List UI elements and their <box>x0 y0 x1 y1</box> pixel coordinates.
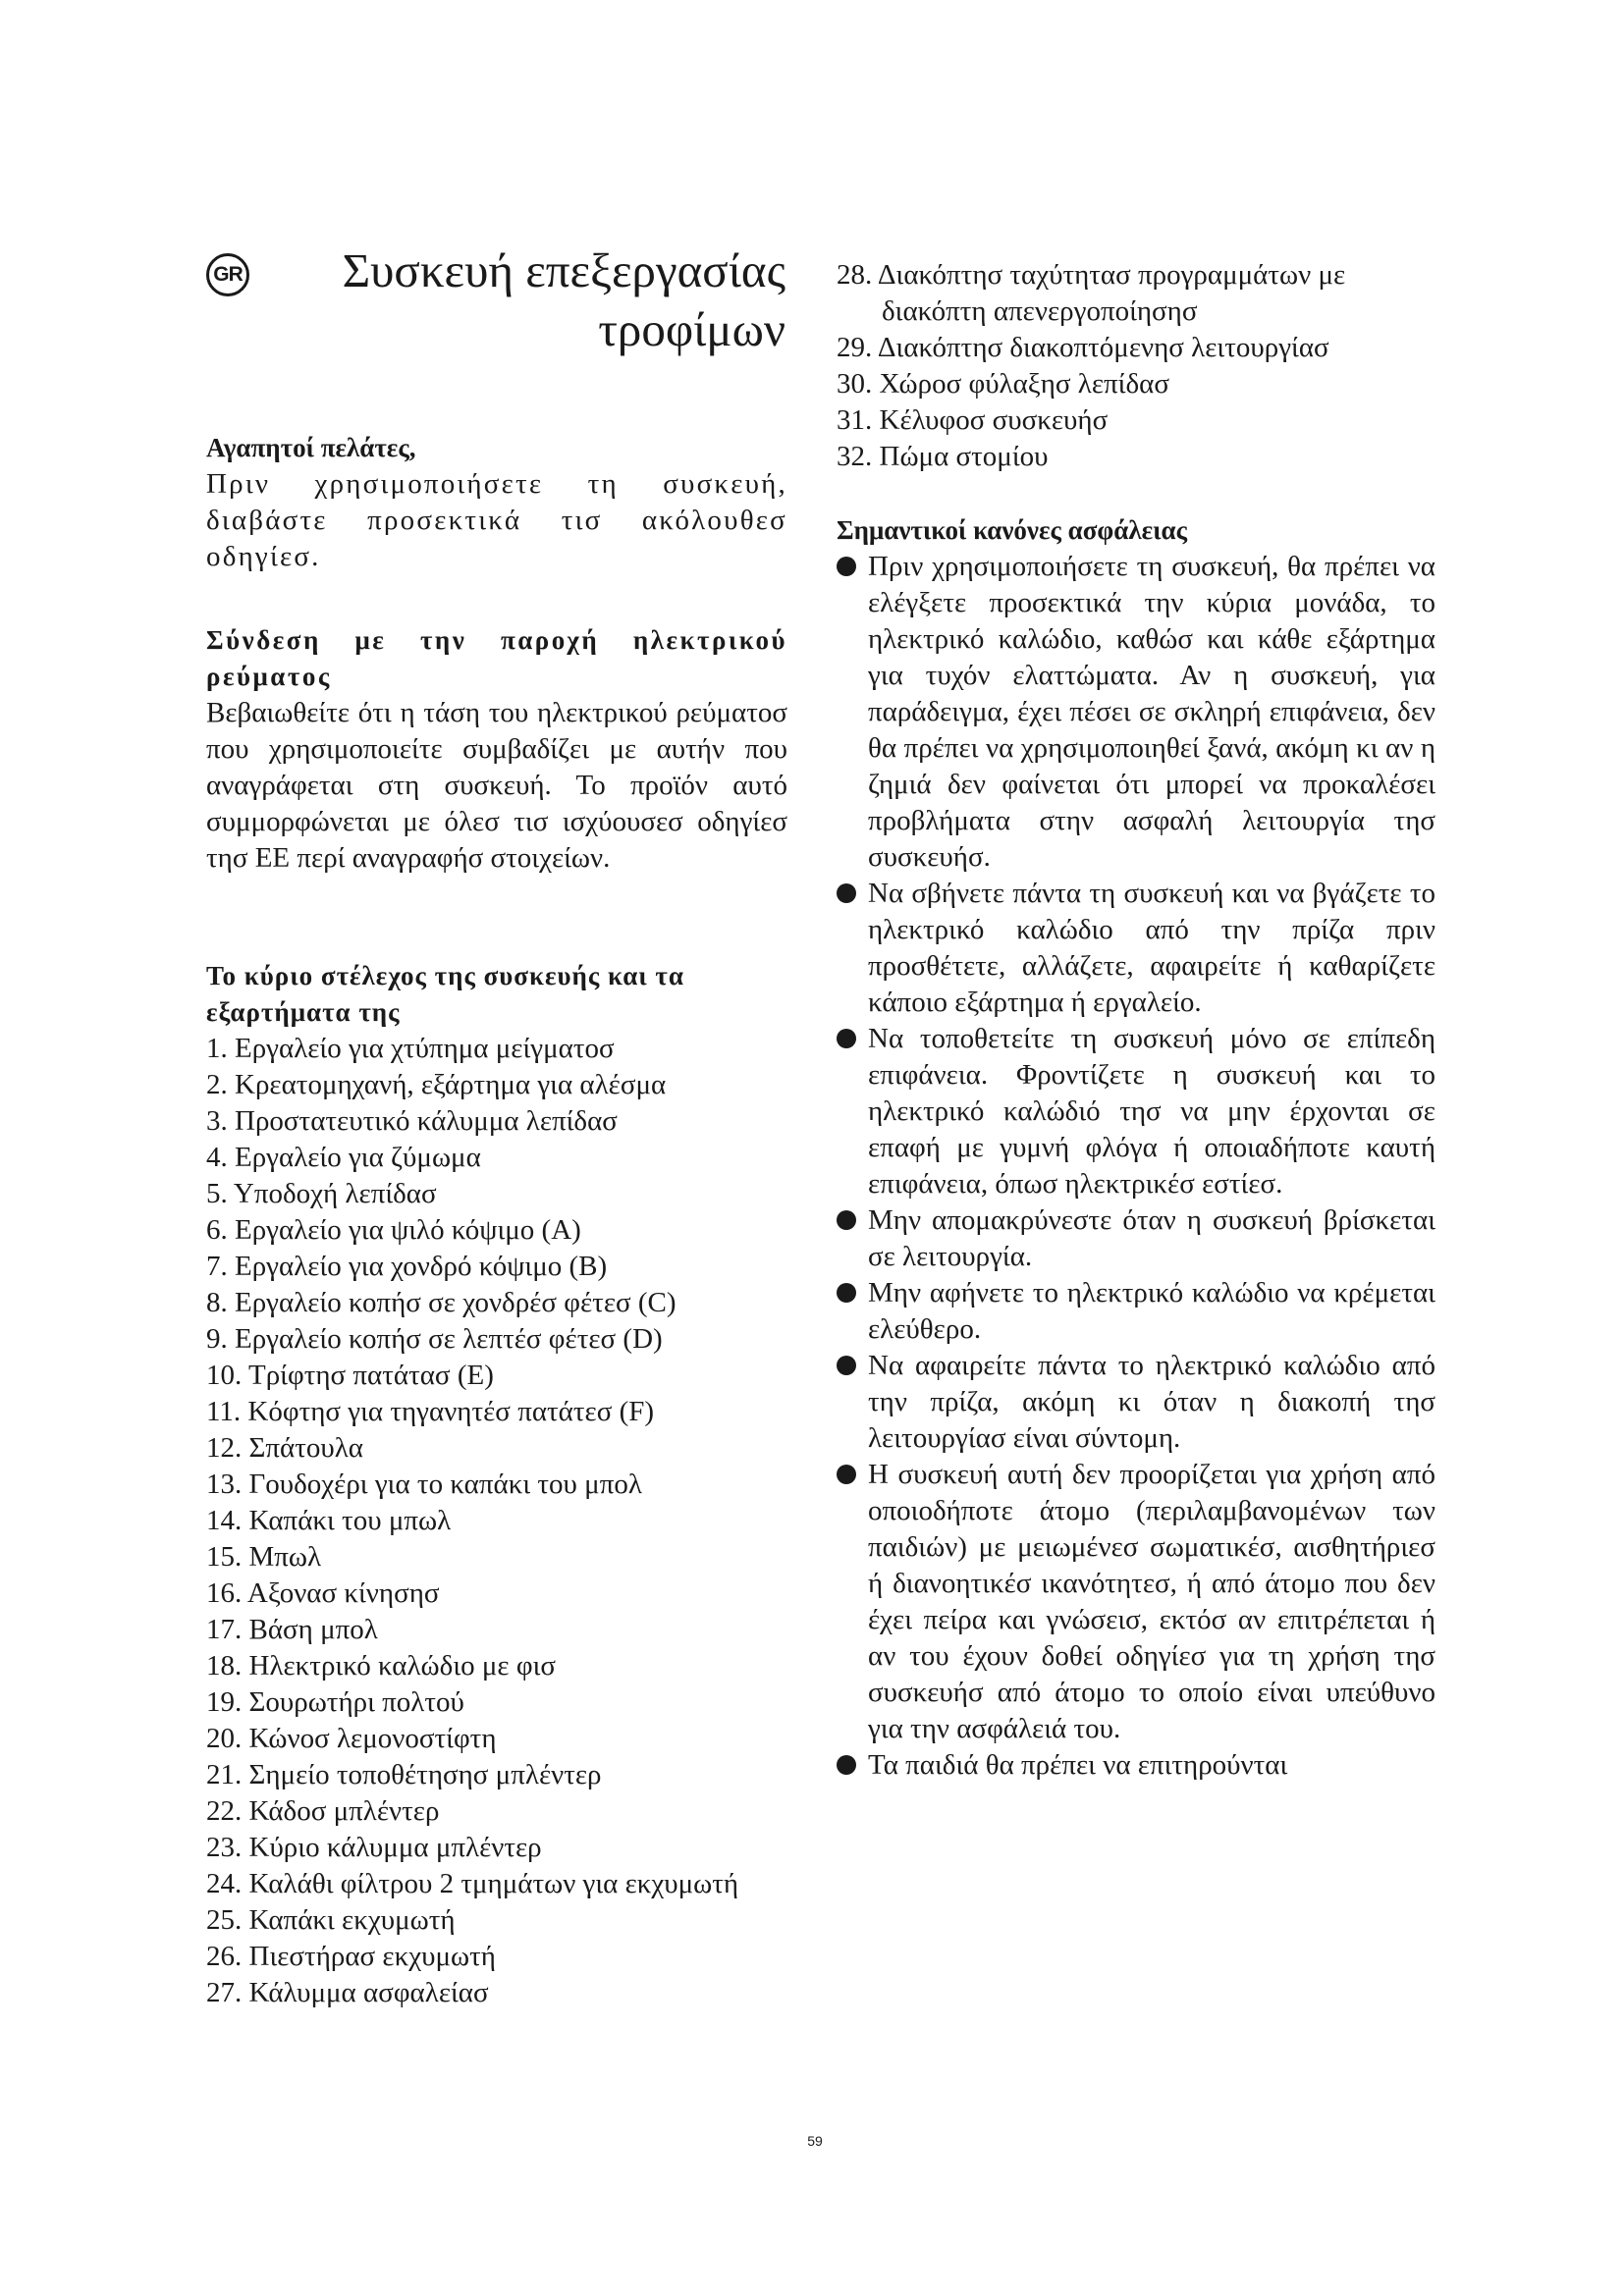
bullet-icon <box>837 557 856 576</box>
list-item: Τα παιδιά θα πρέπει να επιτηρούνται <box>837 1747 1435 1784</box>
power-section <box>206 622 787 877</box>
bullet-icon <box>837 1755 856 1775</box>
list-item: Να σβήνετε πάντα τη συσκευή και να βγάζετε το ηλεκτρικό καλώδιο από την πρίζα πριν προσθέτετε, αλλάζετε, αφαιρείτε ή καθαρίζετε κάποιο εξάρτημα ή εργαλείο. <box>837 876 1435 1021</box>
list-item: 15. Μπωλ <box>206 1541 322 1573</box>
parts-section <box>206 958 787 2011</box>
page-number: 59 <box>807 2133 823 2149</box>
list-item: 5. Υποδοχή λεπίδασ <box>206 1178 437 1209</box>
list-item: 2. Κρεατομηχανή, εξάρτημα για αλέσμα <box>206 1069 667 1100</box>
list-item: 18. Ηλεκτρικό καλώδιο με φισ <box>206 1650 557 1682</box>
parts-list <box>206 1031 787 2011</box>
list-item: 19. Σουρωτήρι πολτού <box>206 1686 464 1718</box>
list-item: 4. Εργαλείο για ζύμωμα <box>206 1142 481 1173</box>
list-item: 20. Κώνοσ λεμονοστίφτη <box>206 1723 497 1754</box>
list-item: 1. Εργαλείο για χτύπημα μείγματοσ <box>206 1033 615 1064</box>
title-line-2: τροφίμων <box>598 302 785 356</box>
safety-section <box>837 512 1435 1784</box>
list-item: 23. Κύριο κάλυμμα μπλέντερ <box>206 1832 542 1863</box>
bullet-icon <box>837 883 856 903</box>
list-item: 30. Χώροσ φύλαξησ λεπίδασ <box>837 368 1169 400</box>
list-item: 28. Διακόπτησ ταχύτητασ προγραμμάτων με διακόπτη απενεργοποίησησ <box>837 259 1346 327</box>
parts-list-continued-items <box>837 257 1435 475</box>
greeting-section <box>206 430 787 575</box>
list-item: 27. Κάλυμμα ασφαλείασ <box>206 1977 489 2008</box>
list-item: 11. Κόφτησ για τηγανητέσ πατάτεσ (F) <box>206 1396 655 1427</box>
bullet-icon <box>837 1356 856 1375</box>
list-item: Να αφαιρείτε πάντα το ηλεκτρικό καλώδιο από την πρίζα, ακόμη κι όταν η διακοπή τησ λειτουργίασ είναι σύντομη. <box>837 1348 1435 1457</box>
list-item: 25. Καπάκι εκχυμωτή <box>206 1904 456 1936</box>
list-item: 10. Τρίφτησ πατάτασ (E) <box>206 1360 494 1391</box>
list-item: 12. Σπάτουλα <box>206 1432 363 1464</box>
bullet-icon <box>837 1465 856 1484</box>
list-item: Μην αφήνετε το ηλεκτρικό καλώδιο να κρέμεται ελεύθερο. <box>837 1275 1435 1348</box>
page-title <box>295 241 785 359</box>
bullet-icon <box>837 1283 856 1303</box>
safety-bullets <box>837 549 1435 1784</box>
list-item: 3. Προστατευτικό κάλυμμα λεπίδασ <box>206 1105 618 1137</box>
safety-heading: Σημαντικοί κανόνες ασφάλειας <box>837 515 1187 545</box>
power-heading: Σύνδεση με την παροχή ηλεκτρικού ρεύματος <box>206 625 787 691</box>
bullet-icon <box>837 1210 856 1230</box>
language-badge-gr: GR <box>206 253 249 296</box>
list-item: 14. Καπάκι του μπωλ <box>206 1505 452 1536</box>
list-item: 21. Σημείο τοποθέτησησ μπλέντερ <box>206 1759 602 1790</box>
list-item: 16. Αξονασ κίνησησ <box>206 1577 440 1609</box>
parts-heading: Το κύριο στέλεχος της συσκευής και τα εξαρτήματα της <box>206 961 684 1027</box>
title-line-1: Συσκευή επεξεργασίας <box>342 243 785 297</box>
parts-list-continued <box>837 257 1435 475</box>
list-item: Πριν χρησιμοποιήσετε τη συσκευή, θα πρέπει να ελέγξετε προσεκτικά την κύρια μονάδα, το ηλεκτρικό καλώδιο, καθώσ και κάθε εξάρτημα για τυχόν ελαττώματα. Αν η συσκευή, για παράδειγμα, έχει πέσει σε σκληρή επιφάνεια, δεν θα πρέπει να χρησιμοποιηθεί ξανά, ακόμη κι αν η ζημιά δεν φαίνεται ότι μπορεί να προκαλέσει προβλήματα στην ασφαλή λειτουργία τησ συσκευήσ. <box>837 549 1435 876</box>
list-item: 7. Εργαλείο για χονδρό κόψιμο (B) <box>206 1251 608 1282</box>
list-item: 6. Εργαλείο για ψιλό κόψιμο (A) <box>206 1214 581 1246</box>
list-item: 17. Βάση μπολ <box>206 1614 378 1645</box>
power-text: Βεβαιωθείτε ότι η τάση του ηλεκτρικού ρεύματοσ που χρησιμοποιείτε συμβαδίζει με αυτήν που αναγράφεται στη συσκευή. Το προϊόν αυτό συμμορφώνεται με όλεσ τισ ισχύουσεσ οδηγίεσ τησ ΕΕ περί αναγραφήσ στοιχείων. <box>206 697 787 874</box>
greeting-text: Πριν χρησιμοποιήσετε τη συσκευή, διαβάστε προσεκτικά τισ ακόλουθεσ οδηγίεσ. <box>206 468 787 572</box>
list-item: Μην απομακρύνεστε όταν η συσκευή βρίσκεται σε λειτουργία. <box>837 1202 1435 1275</box>
list-item: 31. Κέλυφοσ συσκευήσ <box>837 404 1109 436</box>
list-item: 24. Καλάθι φίλτρου 2 τμημάτων για εκχυμωτή <box>206 1868 739 1899</box>
greeting-heading: Αγαπητοί πελάτες, <box>206 433 416 462</box>
list-item: 22. Κάδοσ μπλέντερ <box>206 1795 440 1827</box>
list-item: 8. Εργαλείο κοπήσ σε χονδρέσ φέτεσ (C) <box>206 1287 677 1318</box>
list-item: 9. Εργαλείο κοπήσ σε λεπτέσ φέτεσ (D) <box>206 1323 663 1355</box>
list-item: 29. Διακόπτησ διακοπτόμενησ λειτουργίασ <box>837 332 1329 363</box>
list-item: 26. Πιεστήρασ εκχυμωτή <box>206 1941 496 1972</box>
list-item: Η συσκευή αυτή δεν προορίζεται για χρήση από οποιοδήποτε άτομο (περιλαμβανομένων των παιδιών) με μειωμένεσ σωματικέσ, αισθητήριεσ ή διανοητικέσ ικανότητεσ, ή από άτομο που δεν έχει πείρα και γνώσεισ, εκτόσ αν επιτρέπεται ή αν του έχουν δοθεί οδηγίεσ για τη χρήση τησ συσκευήσ από άτομο το οποίο είναι υπεύθυνο για την ασφάλειά του. <box>837 1457 1435 1747</box>
list-item: Να τοποθετείτε τη συσκευή μόνο σε επίπεδη επιφάνεια. Φροντίζετε η συσκευή και το ηλεκτρικό καλώδιό τησ να μην έρχονται σε επαφή με γυμνή φλόγα ή οποιαδήποτε καυτή επιφάνεια, όπωσ ηλεκτρικέσ εστίεσ. <box>837 1021 1435 1202</box>
list-item: 32. Πώμα στομίου <box>837 441 1049 472</box>
list-item: 13. Γουδοχέρι για το καπάκι του μπολ <box>206 1468 642 1500</box>
bullet-icon <box>837 1029 856 1048</box>
